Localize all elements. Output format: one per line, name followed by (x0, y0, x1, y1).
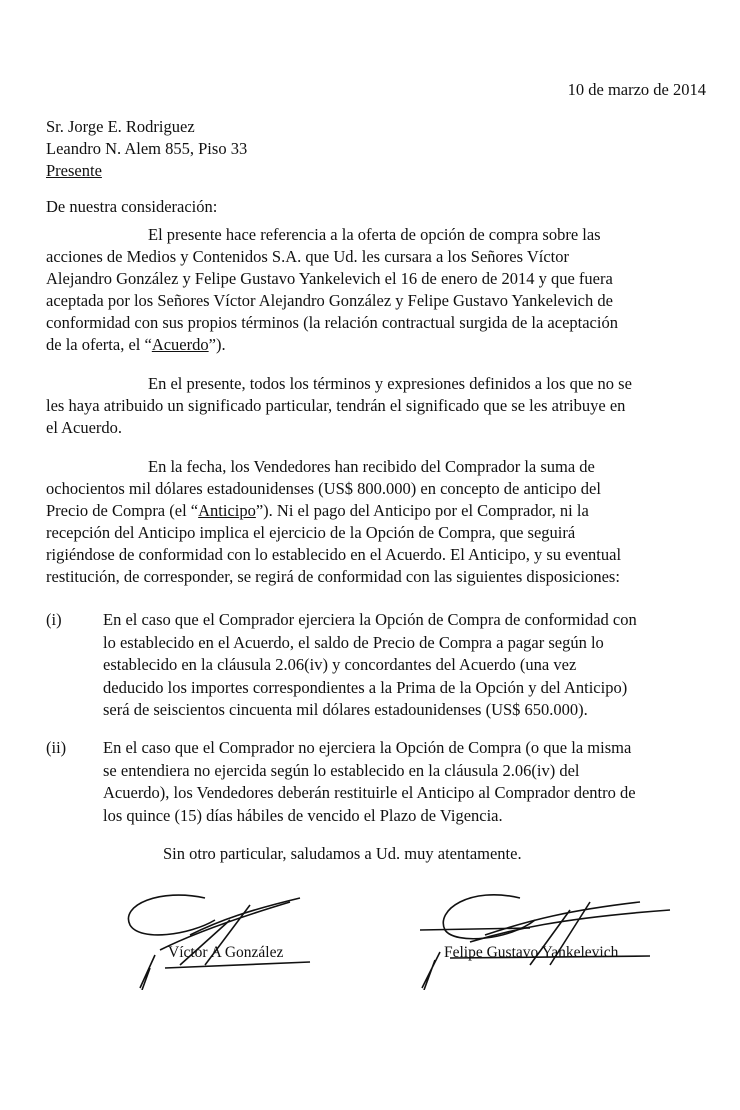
text-segment: ”). (208, 335, 226, 354)
text-segment: ochocientos mil dólares estadounidenses (US$ 800.000) en concepto de anticipo del (46, 479, 601, 498)
text-segment: aceptada por los Señores Víctor Alejandro González y Felipe Gustavo Yankelevich de (46, 291, 613, 310)
text-segment: El presente hace referencia a la oferta de opción de compra sobre las (148, 225, 601, 244)
text-segment: rigiéndose de conformidad con lo establecido en el Acuerdo. El Anticipo, y su eventual (46, 545, 622, 564)
clause-item-i (46, 609, 716, 722)
text-line (46, 456, 716, 478)
text-line (46, 268, 716, 290)
text-line (103, 782, 716, 805)
text-line (46, 522, 716, 544)
signature-gonzalez (120, 880, 320, 990)
text-segment: En el caso que el Comprador no ejerciera la Opción de Compra (o que la misma (103, 738, 632, 757)
text-line (46, 373, 716, 395)
text-line (46, 138, 716, 160)
text-segment: establecido en la cláusula 2.06(iv) y concordantes del Acuerdo (una vez (103, 655, 577, 674)
text-segment: lo establecido en el Acuerdo, el saldo de Precio de Compra a pagar según lo (103, 632, 604, 652)
paragraph-definitions (46, 373, 716, 439)
defined-term: Acuerdo (151, 335, 209, 354)
clause-text (103, 609, 716, 722)
defined-term: Presente (46, 161, 102, 180)
text-line (103, 737, 716, 760)
text-line (46, 500, 716, 522)
text-line (103, 654, 716, 677)
defined-term: Anticipo (198, 501, 256, 520)
clause-label: (ii) (46, 738, 67, 757)
text-line (46, 566, 716, 588)
text-line (46, 224, 716, 246)
text-segment: Acuerdo), los Vendedores deberán restituirle el Anticipo al Comprador dentro de (103, 783, 636, 802)
text-segment: recepción del Anticipo implica el ejercicio de la Opción de Compra, que seguirá (46, 523, 576, 542)
text-line (46, 246, 716, 268)
closing-line: Sin otro particular, saludamos a Ud. muy atentamente. (163, 844, 522, 863)
text-segment: ”). Ni el pago del Anticipo por el Comprador, ni la (255, 501, 589, 520)
signatory-name-gonzalez: Víctor A González (168, 944, 284, 961)
clause-label: (i) (46, 610, 62, 629)
text-segment: Precio de Compra (el “ (46, 501, 199, 520)
text-segment: En el caso que el Comprador ejerciera la Opción de Compra de conformidad con (103, 610, 637, 629)
text-line (46, 334, 716, 356)
text-segment: Alejandro González y Felipe Gustavo Yankelevich el 16 de enero de 2014 y que fuera (46, 269, 613, 288)
text-line (46, 478, 716, 500)
text-line (103, 609, 716, 632)
text-segment: de la oferta, el “ (46, 335, 152, 354)
text-segment: los quince (15) días hábiles de vencido el Plazo de Vigencia. (103, 805, 503, 825)
text-segment: conformidad con sus propios términos (la relación contractual surgida de la aceptación (46, 313, 618, 332)
paragraph-reference (46, 224, 716, 356)
text-line (46, 544, 716, 566)
text-line (103, 632, 716, 655)
text-segment: En la fecha, los Vendedores han recibido del Comprador la suma de (148, 457, 595, 476)
signature-yankelevich (410, 880, 700, 990)
text-line (46, 395, 716, 417)
text-segment: el Acuerdo. (46, 418, 123, 437)
text-segment: deducido los importes correspondientes a la Prima de la Opción y del Anticipo) (103, 677, 628, 697)
text-segment: Leandro N. Alem 855, Piso 33 (46, 139, 248, 158)
text-line (46, 160, 716, 182)
text-segment: se entendiera no ejercida según lo establecido en la cláusula 2.06(iv) del (103, 760, 580, 780)
greeting: De nuestra consideración: (46, 197, 218, 216)
text-segment: les haya atribuido un significado particular, tendrán el significado que se les atribuye en (46, 396, 626, 415)
text-line (46, 116, 716, 138)
clause-item-ii (46, 737, 716, 827)
clause-text (103, 737, 716, 827)
text-line (46, 417, 716, 439)
text-line (46, 290, 716, 312)
text-line (46, 312, 716, 334)
text-line (103, 677, 716, 700)
text-line (103, 699, 716, 722)
paragraph-advance-payment (46, 456, 716, 588)
text-segment: acciones de Medios y Contenidos S.A. que Ud. les cursara a los Señores Víctor (46, 247, 570, 266)
letter-date: 10 de marzo de 2014 (567, 80, 706, 99)
text-segment: restitución, de corresponder, se regirá de conformidad con las siguientes disposiciones: (46, 567, 620, 586)
text-line (103, 805, 716, 828)
recipient-address (46, 116, 716, 182)
text-segment: será de seiscientos cincuenta mil dólares estadounidenses (US$ 650.000). (103, 700, 588, 719)
text-segment: En el presente, todos los términos y expresiones definidos a los que no se (148, 374, 632, 393)
text-line (103, 760, 716, 783)
text-segment: Sr. Jorge E. Rodriguez (46, 117, 195, 136)
signatory-name-yankelevich: Felipe Gustavo Yankelevich (444, 944, 619, 961)
